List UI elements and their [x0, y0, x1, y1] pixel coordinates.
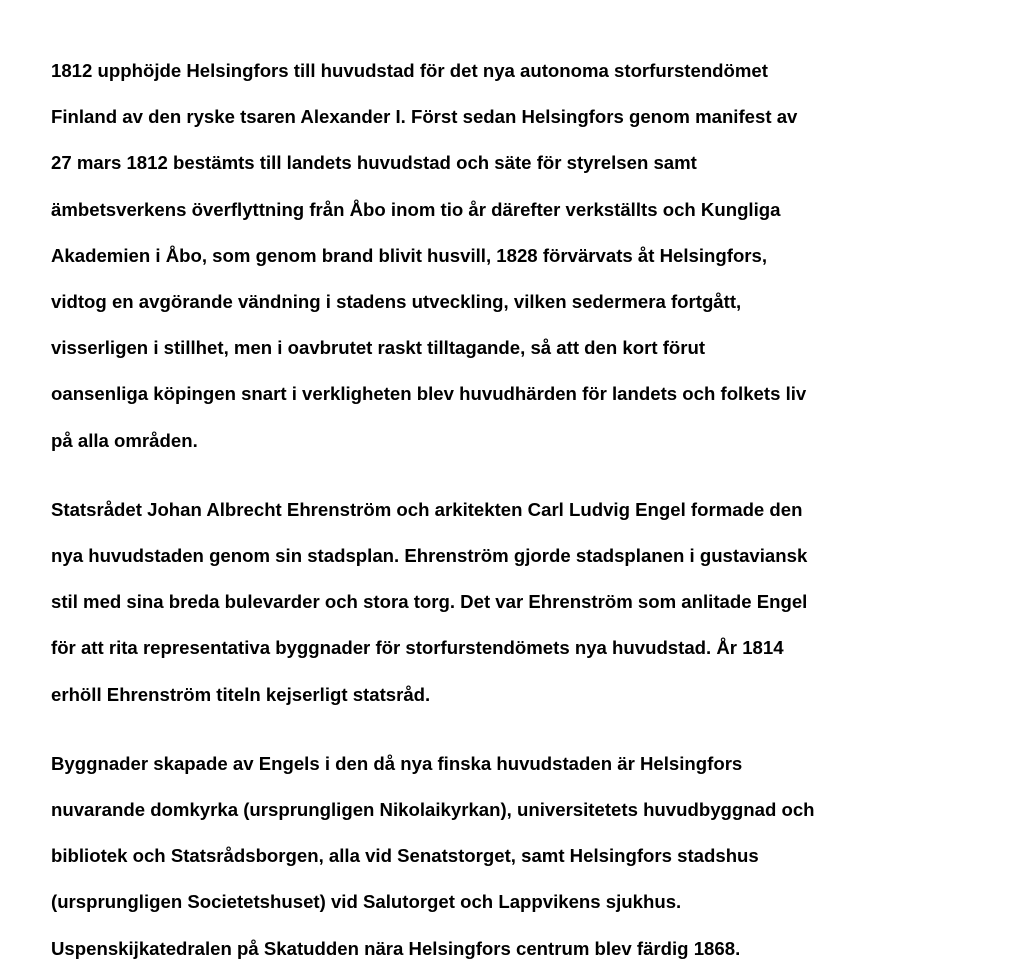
text-line: Finland av den ryske tsaren Alexander I. Först sedan Helsingfors genom manifest av — [51, 106, 798, 128]
text-line: nya huvudstaden genom sin stadsplan. Ehrenström gjorde stadsplanen i gustaviansk — [51, 545, 808, 567]
text-line: Byggnader skapade av Engels i den då nya finska huvudstaden är Helsingfors — [51, 752, 743, 774]
text-line: bibliotek och Statsrådsborgen, alla vid Senatstorget, samt Helsingfors stadshus — [51, 845, 759, 867]
text-line: vidtog en avgörande vändning i stadens utveckling, vilken sedermera fortgått, — [51, 291, 742, 313]
text-line: stil med sina breda bulevarder och stora torg. Det var Ehrenström som anlitade Engel — [51, 591, 808, 613]
text-line: visserligen i stillhet, men i oavbrutet raskt tilltagande, så att den kort förut — [51, 337, 706, 359]
text-line: 1812 upphöjde Helsingfors till huvudstad för det nya autonoma storfurstendömet — [51, 60, 768, 82]
text-line: Uspenskijkatedralen på Skatudden nära Helsingfors centrum blev färdig 1868. — [51, 937, 741, 959]
paragraph-helsingfors-capital-1812 — [51, 36, 991, 452]
text-line: 27 mars 1812 bestämts till landets huvudstad och säte för styrelsen samt — [51, 152, 697, 174]
text-line: oansenliga köpingen snart i verkligheten blev huvudhärden för landets och folkets liv — [51, 383, 807, 405]
text-line: för att rita representativa byggnader för storfurstendömets nya huvudstad. År 1814 — [51, 637, 784, 659]
text-line: ämbetsverkens överflyttning från Åbo inom tio år därefter verkställts och Kungliga — [51, 198, 781, 220]
text-line: erhöll Ehrenström titeln kejserligt statsråd. — [51, 683, 431, 705]
text-line: (ursprungligen Societetshuset) vid Salutorget och Lappvikens sjukhus. — [51, 891, 682, 913]
document-page — [51, 36, 991, 960]
paragraph-engel-buildings — [51, 729, 991, 960]
text-line: nuvarande domkyrka (ursprungligen Nikolaikyrkan), universitetets huvudbyggnad och — [51, 799, 815, 821]
paragraph-ehrenstrom-engel-city-plan — [51, 475, 991, 706]
text-line: Akademien i Åbo, som genom brand blivit husvill, 1828 förvärvats åt Helsingfors, — [51, 244, 768, 266]
text-line: Statsrådet Johan Albrecht Ehrenström och arkitekten Carl Ludvig Engel formade den — [51, 498, 803, 520]
text-line: på alla områden. — [51, 429, 198, 451]
